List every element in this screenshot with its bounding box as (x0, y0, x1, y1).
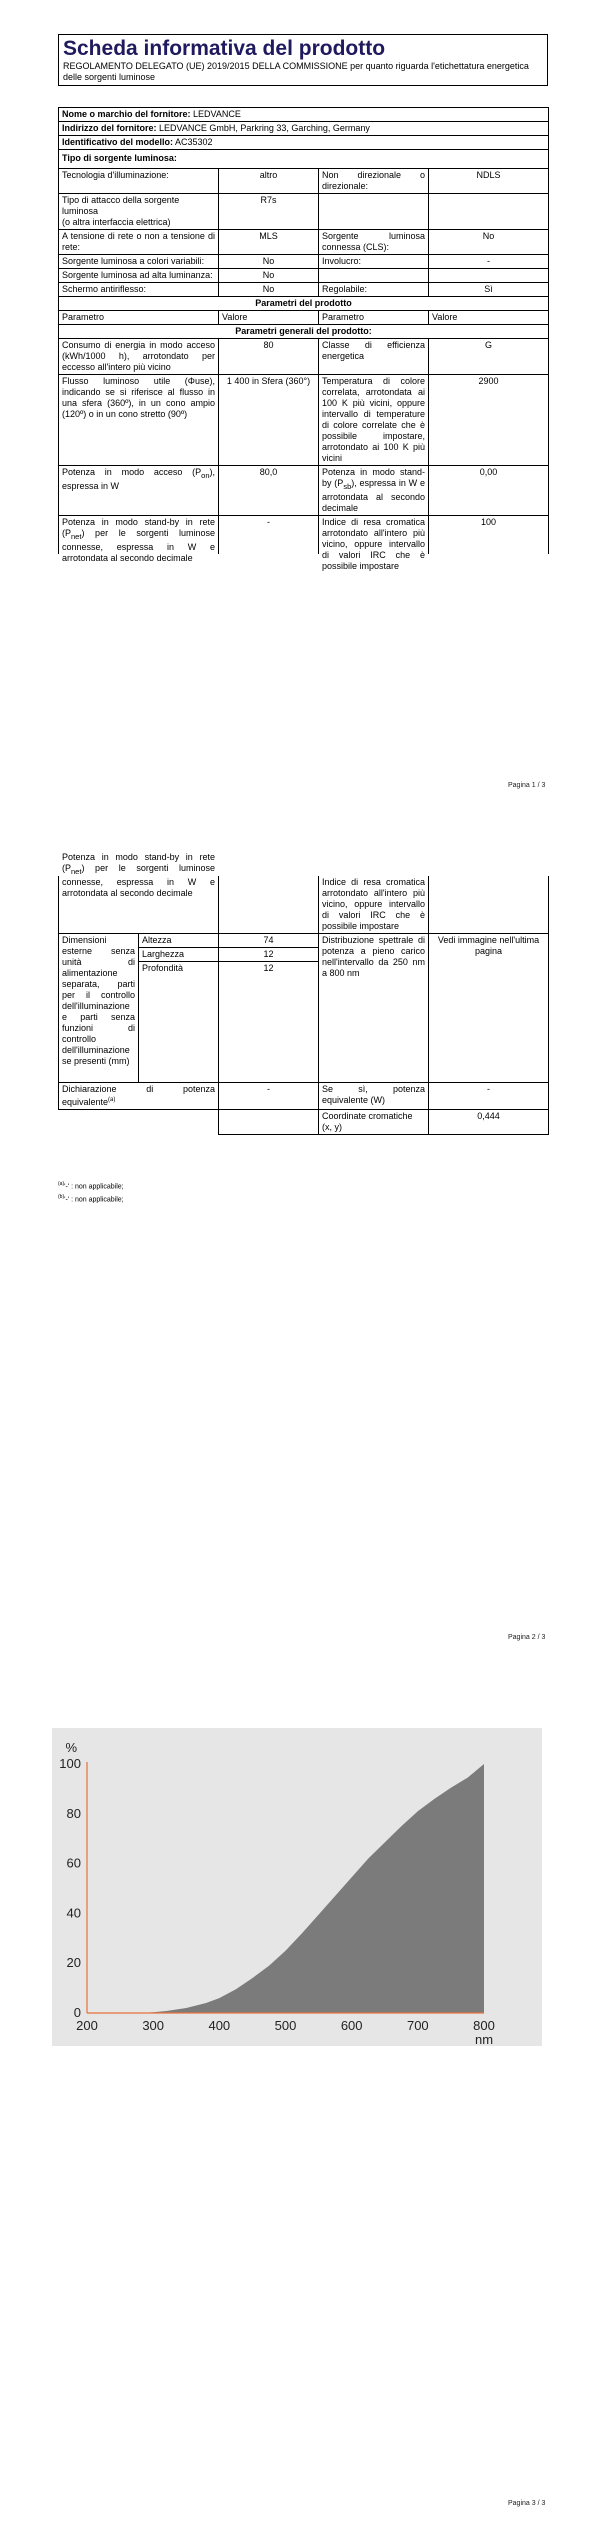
general-heading: Parametri generali del prodotto: (59, 325, 549, 339)
x-tick-label: 400 (208, 2018, 231, 2033)
x-tick-label: 200 (76, 2018, 98, 2033)
flux-label: Flusso luminoso utile (Φuse), indicando se si riferisce al flusso in una sfera (360º), in un cono ampio (120º) o in un cono stretto (90º) (59, 375, 219, 466)
energy-label: Consumo di energia in modo acceso (kWh/1000 h), arrotondato per eccesso all'intero più vicino (59, 339, 219, 375)
table-row (59, 269, 549, 283)
x-axis-label: nm (474, 2032, 494, 2047)
chromaticity-label: Coordinate cromatiche (x, y) (319, 1110, 429, 1135)
energy-value: 80 (219, 339, 319, 375)
cct-label: Temperatura di colore correlata, arrotondata ai 100 K più vicini, oppure intervallo di temperature di colore correlate che è possibile impostare, arrotondato ai 100 K più vicini (319, 375, 429, 466)
cap-label: Tipo di attacco della sorgente luminosa (62, 195, 180, 216)
y-axis-label: % (65, 1740, 77, 1755)
table-row (59, 1110, 549, 1135)
page-number-3: Pagina 3 / 3 (508, 2500, 546, 2507)
table-row (59, 122, 549, 136)
supplier-address-value: LEDVANCE GmbH, Parkring 33, Garching, Germany (159, 123, 370, 133)
y-tick-label: 40 (66, 1905, 81, 1921)
efficiency-class-label: Classe di efficienza energetica (319, 339, 429, 375)
glare-value: No (219, 283, 319, 297)
height-label: Altezza (139, 934, 219, 948)
y-tick-label: 20 (66, 1955, 81, 1971)
table-row (59, 1083, 549, 1110)
spectrum-area (87, 1764, 484, 2013)
colour-label: Sorgente luminosa a colori variabili: (59, 255, 219, 269)
footnote-a: $^{(a)}$'-' : non applicabile; (58, 1181, 124, 1191)
table-row (59, 876, 549, 934)
y-tick-label: 0 (73, 2005, 81, 2020)
mains-label: A tensione di rete o non a tensione di rete: (59, 230, 219, 255)
x-tick-label: 600 (340, 2018, 363, 2033)
x-tick-label: 300 (142, 2018, 165, 2033)
table-row (59, 108, 549, 122)
width-value: 12 (219, 948, 319, 962)
high-luminance-label: Sorgente luminosa ad alta luminanza: (59, 269, 219, 283)
model-id-label: Identificativo del modello: (62, 137, 174, 147)
depth-label: Profondità (139, 962, 219, 1083)
net-standby-value: - (219, 515, 319, 554)
table-row (59, 339, 549, 375)
standby-power-value: 0,00 (429, 466, 549, 516)
direction-value: NDLS (429, 169, 549, 194)
table-row (59, 934, 549, 948)
table-row (59, 136, 549, 150)
product-table (58, 107, 549, 571)
cls-value: No (429, 230, 549, 255)
cri-label: Indice di resa cromatica arrotondato all'intero più vicino, oppure intervallo di valori IRC che è possibile impostare (319, 515, 429, 554)
power-on-value: 80,0 (219, 466, 319, 516)
tech-value: altro (219, 169, 319, 194)
table-row (59, 283, 549, 297)
supplier-address-label: Indirizzo del fornitore: (62, 123, 157, 133)
page-number-1: Pagina 1 / 3 (508, 782, 546, 789)
width-label: Larghezza (139, 948, 219, 962)
mains-value: MLS (219, 230, 319, 255)
flux-value: 1 400 in Sfera (360°) (219, 375, 319, 466)
table-row (59, 375, 549, 466)
supplier-name-label: Nome o marchio del fornitore: (62, 109, 191, 119)
cls-label: Sorgente luminosa connessa (CLS): (319, 230, 429, 255)
y-tick-label: 100 (59, 1756, 81, 1771)
col-param-2: Parametro (319, 311, 429, 325)
table-row (59, 325, 549, 339)
table-page-1 (58, 107, 549, 571)
dimmable-label: Regolabile: (319, 283, 429, 297)
y-tick-label: 80 (66, 1805, 81, 1821)
net-standby-label-cont: Potenza in modo stand-by in rete $(P_{net})$ per le sorgenti luminose connesse, espressa in W e arrotondata al secondo decimale (59, 876, 219, 934)
chromaticity-value: 0,444 (429, 1110, 549, 1135)
spectral-distribution-chart (52, 1728, 542, 2046)
supplier-name-value: LEDVANCE (193, 109, 241, 119)
standby-power-label: Potenza in modo stand-by $(P_{sb})$, espressa in W e arrotondata al secondo decimale (319, 466, 429, 516)
x-tick-label: 700 (406, 2018, 429, 2033)
equivalent-power-value: - (219, 1083, 319, 1110)
cap-label-b: (o altra interfaccia elettrica) (62, 217, 171, 227)
efficiency-class-value: G (429, 339, 549, 375)
height-value: 74 (219, 934, 319, 948)
table-row (59, 255, 549, 269)
table-row (59, 194, 549, 230)
depth-value: 12 (219, 962, 319, 1083)
cri-value: 100 (429, 515, 549, 554)
col-value-1: Valore (219, 311, 319, 325)
table-row (59, 150, 549, 169)
document-title: Scheda informativa del prodotto (63, 37, 386, 60)
x-tick-label: 500 (274, 2018, 297, 2033)
equivalent-w-label: Se sì, potenza equivalente (W) (319, 1083, 429, 1110)
page-2 (0, 842, 595, 1684)
dimensions-label: Dimensioni esterne senza unità di alimentazione separata, parti per il controllo dell'illuminazione e parti senza funzioni di controllo dell'illuminazione se presenti (mm) (59, 934, 139, 1083)
net-standby-label: Potenza in modo stand-by in rete $(P_{net})$ per le sorgenti luminose connesse, espressa in W e arrotondata al secondo decimale (59, 515, 219, 554)
high-luminance-value: No (219, 269, 319, 283)
envelope-label: Involucro: (319, 255, 429, 269)
power-on-label: Potenza in modo acceso $(P_{on})$, espressa in W (59, 466, 219, 516)
page-number-2: Pagina 2 / 3 (508, 1634, 546, 1641)
cct-value: 2900 (429, 375, 549, 466)
source-type-heading: Tipo di sorgente luminosa: (59, 150, 549, 169)
params-heading: Parametri del prodotto (59, 297, 549, 311)
x-tick-label: 800 (473, 2018, 495, 2033)
cap-value: R7s (219, 194, 319, 230)
table-row (59, 466, 549, 516)
page-1 (0, 0, 595, 842)
spectral-value: Vedi immagine nell'ultima pagina (429, 934, 549, 1083)
document-subtitle: REGOLAMENTO DELEGATO (UE) 2019/2015 DELLA COMMISSIONE per quanto riguarda l'etichettatura energetica delle sorgenti luminose (63, 61, 529, 82)
equivalent-power-label: Dichiarazione di potenza equivalente$^{(a)}$ (59, 1083, 219, 1110)
tech-label: Tecnologia d'illuminazione: (59, 169, 219, 194)
glare-label: Schermo antiriflesso: (59, 283, 219, 297)
direction-label: Non direzionale o direzionale: (319, 169, 429, 194)
footnote-b: $^{(b)}$'-' : non applicabile; (58, 1194, 124, 1204)
envelope-value: - (429, 255, 549, 269)
col-param-1: Parametro (59, 311, 219, 325)
cri-label-cont: Indice di resa cromatica arrotondato all'intero più vicino, oppure intervallo di valori IRC che è possibile impostare (319, 876, 429, 934)
spectral-label: Distribuzione spettrale di potenza a pieno carico nell'intervallo da 250 nm a 800 nm (319, 934, 429, 1083)
product-info-frame (58, 34, 548, 86)
dimmable-value: Sì (429, 283, 549, 297)
y-tick-label: 60 (66, 1855, 81, 1871)
table-page-2 (58, 852, 549, 1135)
table-row (59, 169, 549, 194)
table-row (59, 515, 549, 554)
spectral-chart-panel (52, 1728, 542, 2046)
colour-value: No (219, 255, 319, 269)
equivalent-w-value: - (429, 1083, 549, 1110)
model-id-value: AC35302 (175, 137, 213, 147)
product-table-continued (58, 852, 549, 1135)
col-value-2: Valore (429, 311, 549, 325)
table-row (59, 297, 549, 311)
table-row (59, 230, 549, 255)
table-row (59, 311, 549, 325)
